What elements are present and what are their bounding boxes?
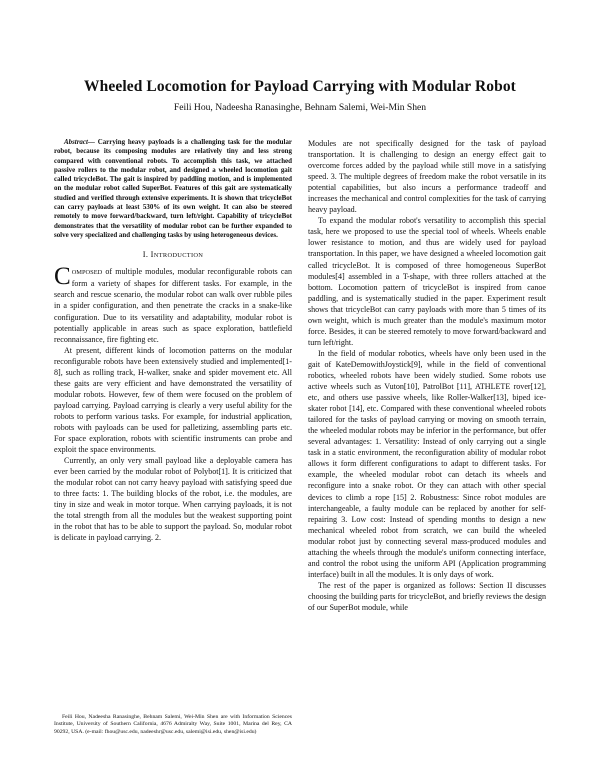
paper-title: Wheeled Locomotion for Payload Carrying with Modular Robot (84, 78, 516, 95)
left-column (54, 138, 292, 543)
author-affiliation-footnote: Feili Hou, Nadeesha Ranasinghe, Behnam Salemi, Wei-Min Shen are with Information Sciences Institute, University of Southern California, 4676 Admiralty Way, Suite 1001, Marina del Rey, CA 90292, USA. (e-mail: fhou@usc.edu, nadeeshr@usc.edu, salemi@isi.edu, shen@isi.edu) (54, 714, 292, 735)
intro-paragraph-1-text: of multiple modules, modular reconfigurable robots can form a variety of shapes for different tasks. For example, in the search and rescue scenario, the modular robot can walk over rubble piles in a spider configuration, and then penetrate the cracks in a snake-like configuration. Due to its versatility and adaptability, modular robot is potentially applicable in areas such as space exploration, battlefield reconnaissance, fire fighting etc. (54, 267, 292, 344)
abstract-label: Abstract (64, 138, 88, 146)
intro-paragraph-2: At present, different kinds of locomotion patterns on the modular reconfigurable robots have been extensively studied and implemented[1-8], such as rolling track, H-walker, snake and spider movement etc. All these gaits are very efficient and have demonstrated the versatility of modular robots. However, few of them were focused on the problem of payload carrying. Payload carrying is clearly a very useful ability for the robots to perform various tasks. For example, for industrial application, robots with payloads can be used for palletizing, assembling parts etc. For space exploration, robots with scientific instruments can probe and exploit the space environments. (54, 345, 292, 455)
section-number: I. (142, 250, 149, 260)
intro-paragraph-3-continued: Modules are not specifically designed for the task of payload transportation. It is challenging to design an energy effect gait to overcome forces added by the payload while still move in a satisfying speed. 3. The multiple degrees of freedom make the robot versatile in its potential capabilities, but also incurs a performance tradeoff and increases the mechanical and control complexities for the task of carrying heavy payload. (308, 139, 546, 215)
intro-paragraph-5: In the field of modular robotics, wheels have only been used in the gait of KateDemowithJoystick[9], while in the field of conventional robotics, wheeled robots have been widely studied. Some robots use active wheels such as Vuton[10], PatrolBot [11], ATHLETE rover[12], etc, and others use passive wheels, like Roller-Walker[13], biped ice-skater robot [14], etc. Compared with these conventional wheeled robots tailored for the tasks of payload carrying or moving on smooth terrain, the wheeled modular robots may be inferior in the performance, but offer several advantages: 1. Versatility: Instead of only carrying out a single task in a static environment, the reconfiguration ability of modular robot allows it form different configurations to adapt to different tasks. For example, the wheeled modular robot can detach its wheels and reconfigure into a snake robot. Or they can attach with other special devices to climb a rope [15] 2. Robustness: Since robot modules are interchangeable, a faulty module can be replaced by another for self-repairing 3. Low cost: Instead of spending months to design a new mechanical wheeled robot from scratch, we can build the wheeled modular robot just by connecting several mass-produced modules and attaching the wheels through the module's uniform connecting interface, and control the robot using the uniform API (Application programming interface) built in all the modules. It is only days of work. (308, 348, 546, 579)
intro-paragraph-1 (54, 263, 292, 344)
author-list: Feili Hou, Nadeesha Ranasinghe, Behnam Salemi, Wei-Min Shen (173, 102, 427, 113)
intro-paragraph-3: Currently, an only very small payload like a deployable camera has ever been carried by the modular robot of Polybot[1]. It is criticized that the modular robot can not carry heavy payload with satisfying speed due to three facts: 1. The building blocks of the robot, i.e. the modules, are tiny in size and weak in motor torque. When carrying payloads, it is not the total strength from all the modules but the weakest supporting point in the robot that has to be able to support the payload. So, modular robot is delicate in payload carrying. 2. (54, 456, 292, 543)
section-title-first-letter: I (150, 250, 154, 260)
intro-paragraph-6: The rest of the paper is organized as follows: Section II discusses choosing the building parts for tricycleBot, and briefly reviews the design of our SuperBot module, while (308, 580, 546, 612)
abstract (54, 138, 292, 240)
abstract-text: — Carrying heavy payloads is a challenging task for the modular robot, because its composing modules are relatively tiny and less strong compared with conventional robots. To accomplish this task, we attached passive rollers to the modular robot, and designed a wheeled locomotion gait called tricycleBot. The gait is inspired by paddling motion, and is implemented on the modular robot called SuperBot. Features of this gait are systematically studied and verified through extensive experiments. It is shown that tricycleBot can carry payloads at least 530% of its own weight. It can also be steered remotely to move forward/backward, turn left/right. Capability of tricycleBot demonstrates that the versatility of modular robot can be further expanded to solve very specialized and challenging tasks by using heterogeneous devices. (54, 138, 292, 239)
drop-cap-word-rest: OMPOSED (71, 269, 103, 277)
intro-paragraph-4: To expand the modular robot's versatility to accomplish this special task, here we proposed to use the special tool of wheels. Wheels enable lower resistance to motion, and thus are widely used for payload transportation. In this paper, we have designed a wheeled locomotion gait called tricycleBot. It is composed of three homogeneous SuperBot modules[4] assembled in a T-shape, with three rollers attached at the bottom. Locomotion pattern of tricycleBot is inspired from canoe paddling, and is systematically studied in the paper. Experiment result shows that tricycleBot can carry payloads with more than 5 times of its own weight, which is much greater than the module's maximum motor force. Besides, it can be steered remotely to move forward/backward and turn left/right. (308, 216, 546, 347)
right-column (308, 138, 546, 613)
section-heading-introduction (54, 249, 292, 261)
drop-cap: C (54, 263, 71, 291)
section-title-rest: NTRODUCTION (153, 252, 204, 260)
